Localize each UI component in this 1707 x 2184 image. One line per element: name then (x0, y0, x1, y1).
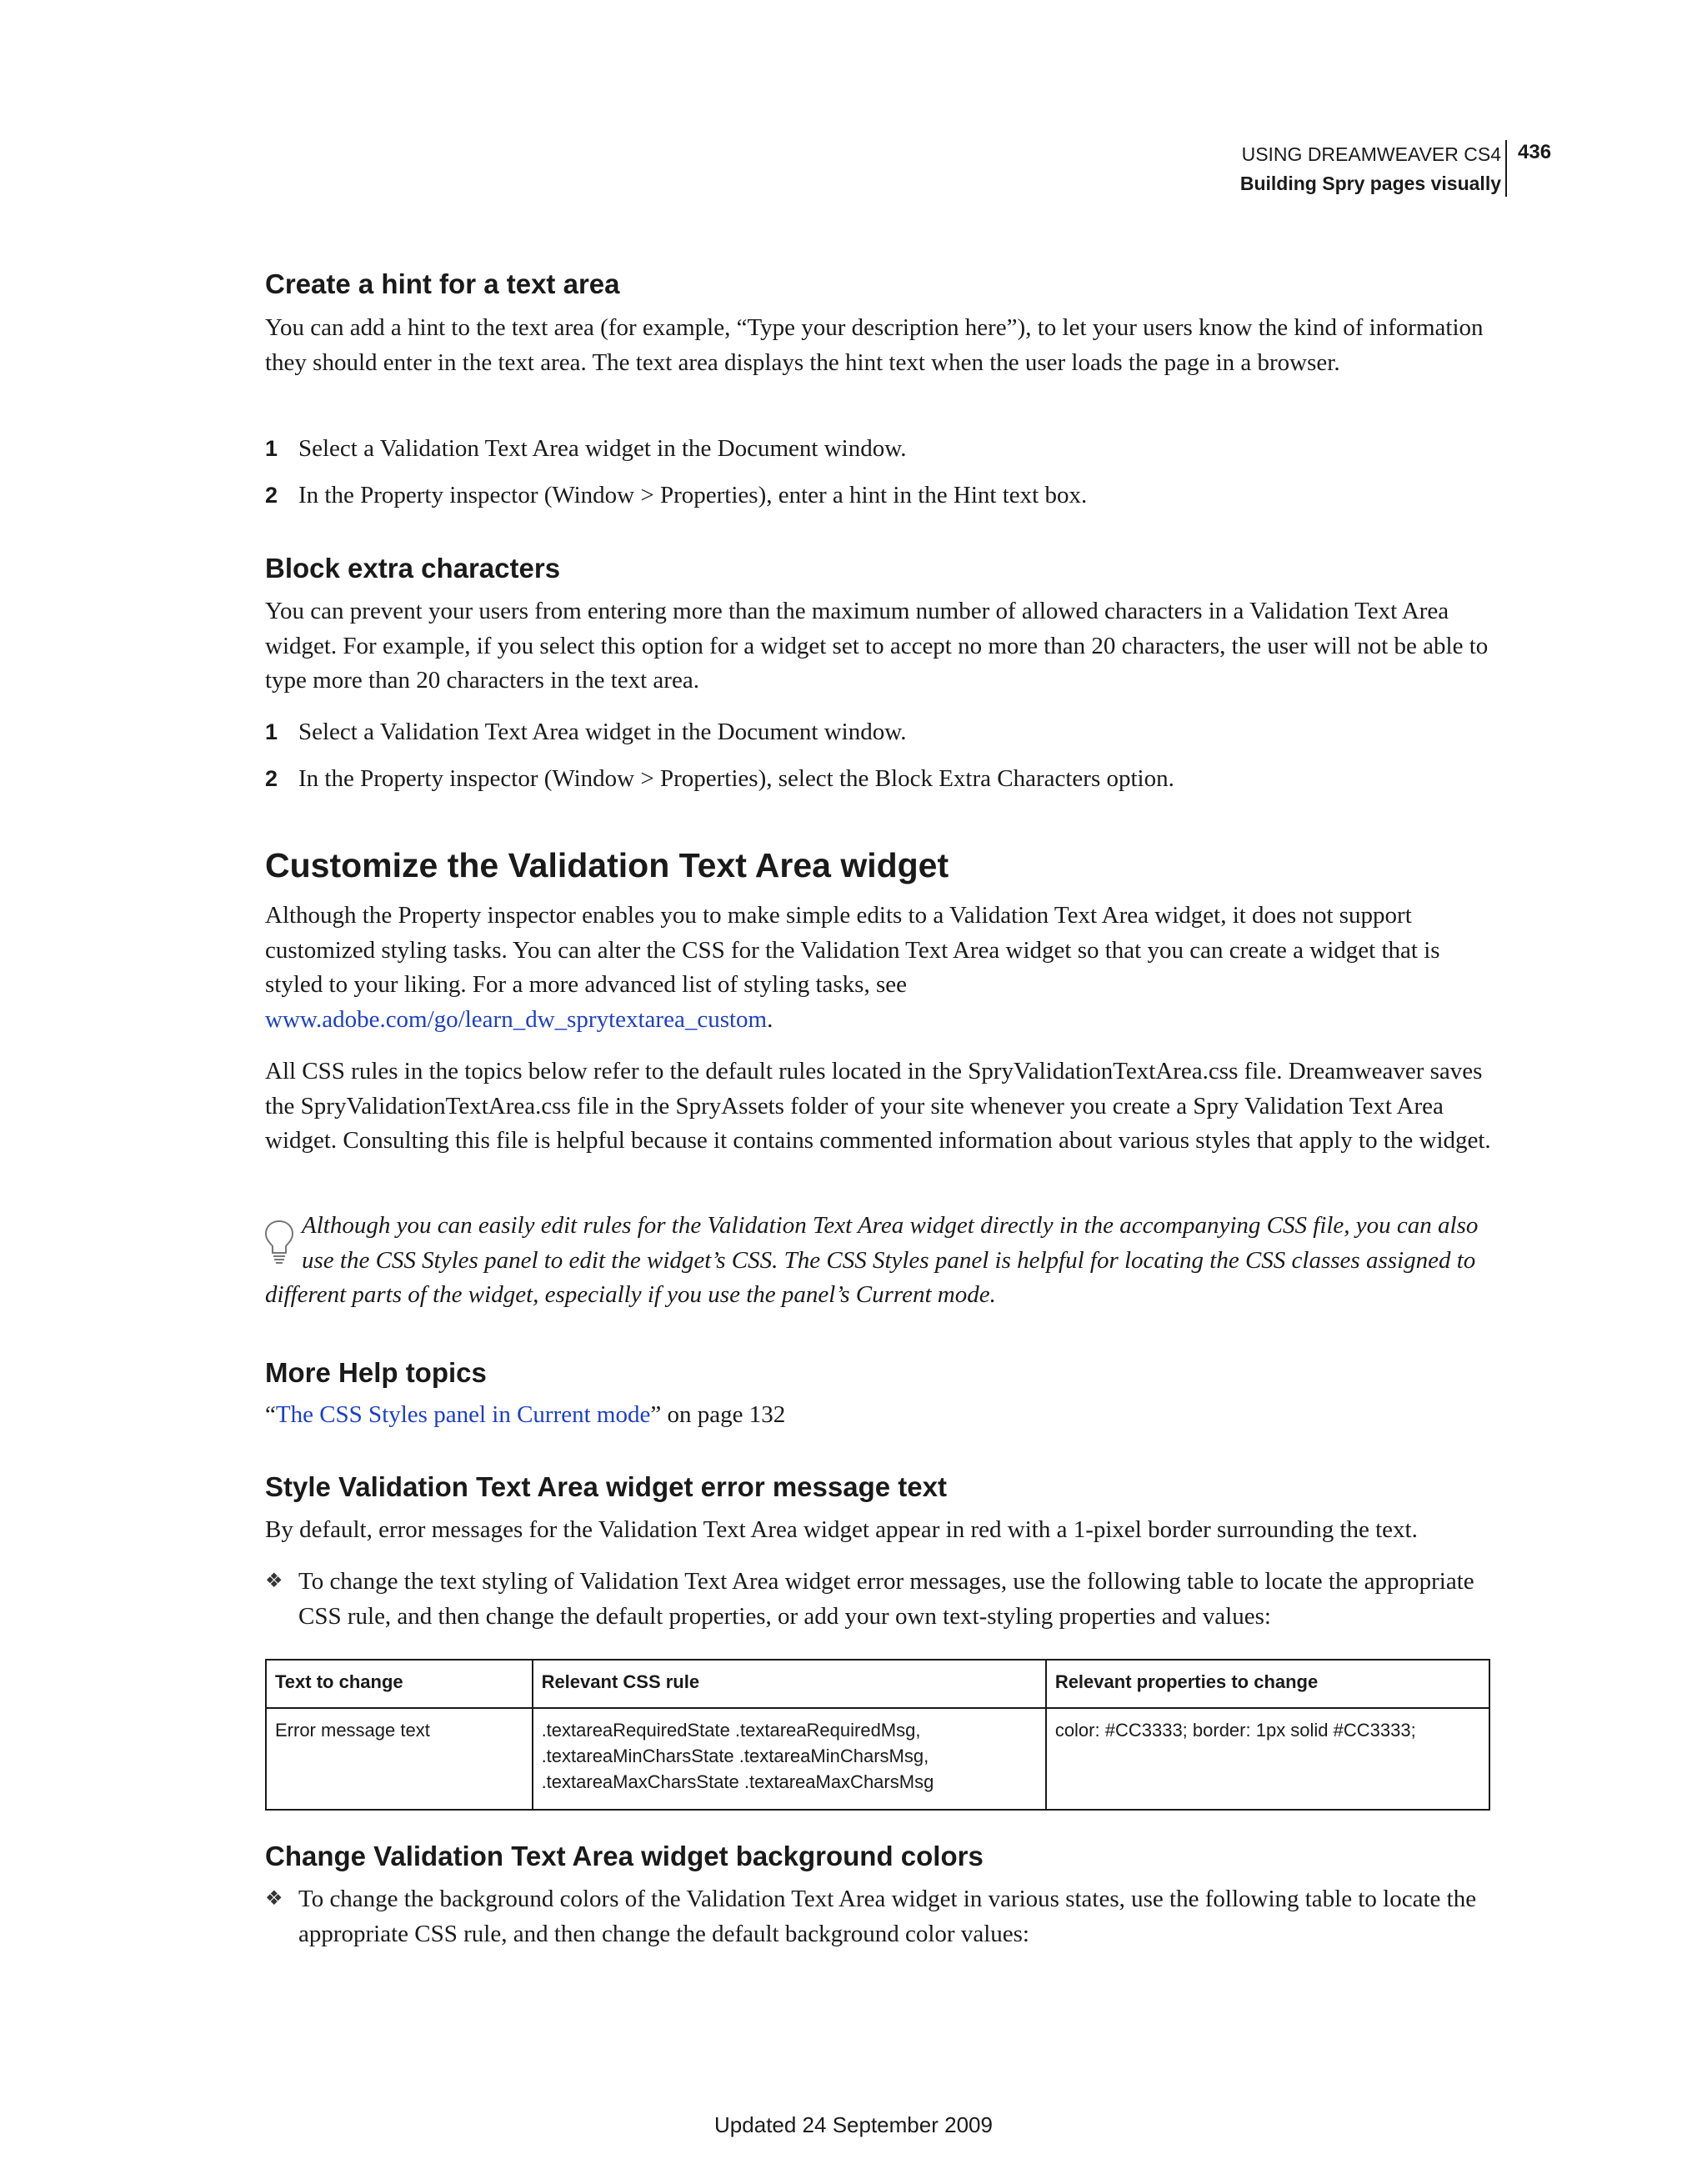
step-number: 2 (265, 483, 278, 508)
block-step-2 (265, 762, 1503, 796)
error-body: By default, error messages for the Validation Text Area widget appear in red with a 1-pixel border surrounding the text. (265, 1516, 1418, 1543)
css-rule-line: .textareaMaxCharsState .textareaMaxCharsMsg (541, 1771, 934, 1792)
page-number: 436 (1518, 141, 1552, 163)
column-header: Text to change (266, 1660, 533, 1708)
background-bullet (265, 1882, 1503, 1951)
bullet-diamond-icon: ❖ (265, 1570, 283, 1592)
section-heading-customize: Customize the Validation Text Area widget (265, 846, 949, 884)
custom-styling-link[interactable]: www.adobe.com/go/learn_dw_sprytextarea_custom (265, 1005, 768, 1033)
error-bullet (265, 1565, 1503, 1634)
more-help-heading: More Help topics (265, 1357, 487, 1388)
css-rule-table (265, 1659, 1490, 1811)
css-rule-line: .textareaMinCharsState .textareaMinCharsMsg, (541, 1746, 929, 1766)
step-text: Select a Validation Text Area widget in the Document window. (298, 719, 907, 745)
header-divider (1505, 140, 1507, 197)
step-text: In the Property inspector (Window > Properties), enter a hint in the Hint text box. (298, 482, 1088, 508)
customize-para-1 (265, 899, 1503, 1037)
hint-step-2 (265, 478, 1503, 513)
step-text: Select a Validation Text Area widget in the Document window. (298, 435, 907, 462)
more-help-entry (265, 1398, 1503, 1433)
block-body: You can prevent your users from entering more than the maximum number of allowed characters in a Validation Text Area widget. For example, if you select this option for a widget set to accept no more than 20 characters, the user will not be able to type more than 20 characters in the text area. (265, 598, 1489, 694)
hint-step-1 (265, 432, 1503, 466)
step-text: In the Property inspector (Window > Properties), select the Block Extra Characters option. (298, 765, 1174, 792)
column-header: Relevant properties to change (1046, 1660, 1489, 1708)
table-row (266, 1708, 1489, 1810)
section-heading-error: Style Validation Text Area widget error message text (265, 1471, 947, 1502)
cell-text-to-change: Error message text (266, 1708, 533, 1810)
running-header-subtitle: Building Spry pages visually (1239, 173, 1501, 194)
step-number: 1 (265, 719, 278, 744)
cell-css-rule (533, 1708, 1046, 1810)
page-ref: ” on page 132 (650, 1401, 786, 1428)
page-footer: Updated 24 September 2009 (714, 2112, 993, 2137)
customize-para-1-text: Although the Property inspector enables you to make simple edits to a Validation Text Area widget, it does not support customized styling tasks. You can alter the CSS for the Validation Text Area widget so that you can create a widget that is styled to your liking. For a more advanced list of styling tasks, see (265, 902, 1440, 998)
column-header: Relevant CSS rule (533, 1660, 1046, 1708)
background-bullet-text: To change the background colors of the Validation Text Area widget in various states, use the following table to locate the appropriate CSS rule, and then change the default background color values: (298, 1886, 1477, 1947)
tip-note (265, 1209, 1503, 1313)
section-heading-background: Change Validation Text Area widget background colors (265, 1841, 984, 1871)
customize-para-2: All CSS rules in the topics below refer to the default rules located in the SpryValidationTextArea.css file. Dreamweaver saves the SpryValidationTextArea.css file in the SpryAssets folder of your site whenever you create a Spry Validation Text Area widget. Consulting this file is helpful because it contains commented information about various styles that apply to the widget. (265, 1058, 1491, 1154)
tip-text: Although you can easily edit rules for the Validation Text Area widget directly in the accompanying CSS file, you can also use the CSS Styles panel to edit the widget’s CSS. The CSS Styles panel is helpful for locating the CSS classes assigned to different parts of the widget, especially if you use the panel’s Current mode. (265, 1212, 1479, 1308)
cell-properties: color: #CC3333; border: 1px solid #CC3333; (1046, 1708, 1489, 1810)
step-number: 1 (265, 436, 278, 461)
css-rule-line: .textareaRequiredState .textareaRequiredMsg, (541, 1720, 921, 1741)
section-heading-hint: Create a hint for a text area (265, 268, 620, 299)
error-bullet-text: To change the text styling of Validation Text Area widget error messages, use the following table to locate the appropriate CSS rule, and then change the default properties, or add your own text-styling properties and values: (298, 1568, 1474, 1630)
bullet-diamond-icon: ❖ (265, 1888, 283, 1910)
block-step-1 (265, 715, 1503, 749)
section-heading-block: Block extra characters (265, 553, 561, 584)
period: . (767, 1005, 773, 1033)
open-quote: “ (265, 1401, 276, 1428)
running-header-title: USING DREAMWEAVER CS4 (1241, 143, 1501, 165)
step-number: 2 (265, 766, 278, 791)
hint-body: You can add a hint to the text area (for example, “Type your description here”), to let your users know the kind of information they should enter in the text area. The text area displays the hint text when the user loads the page in a browser. (265, 314, 1484, 376)
css-styles-panel-link[interactable]: The CSS Styles panel in Current mode (275, 1401, 651, 1428)
table-header-row (266, 1660, 1489, 1708)
